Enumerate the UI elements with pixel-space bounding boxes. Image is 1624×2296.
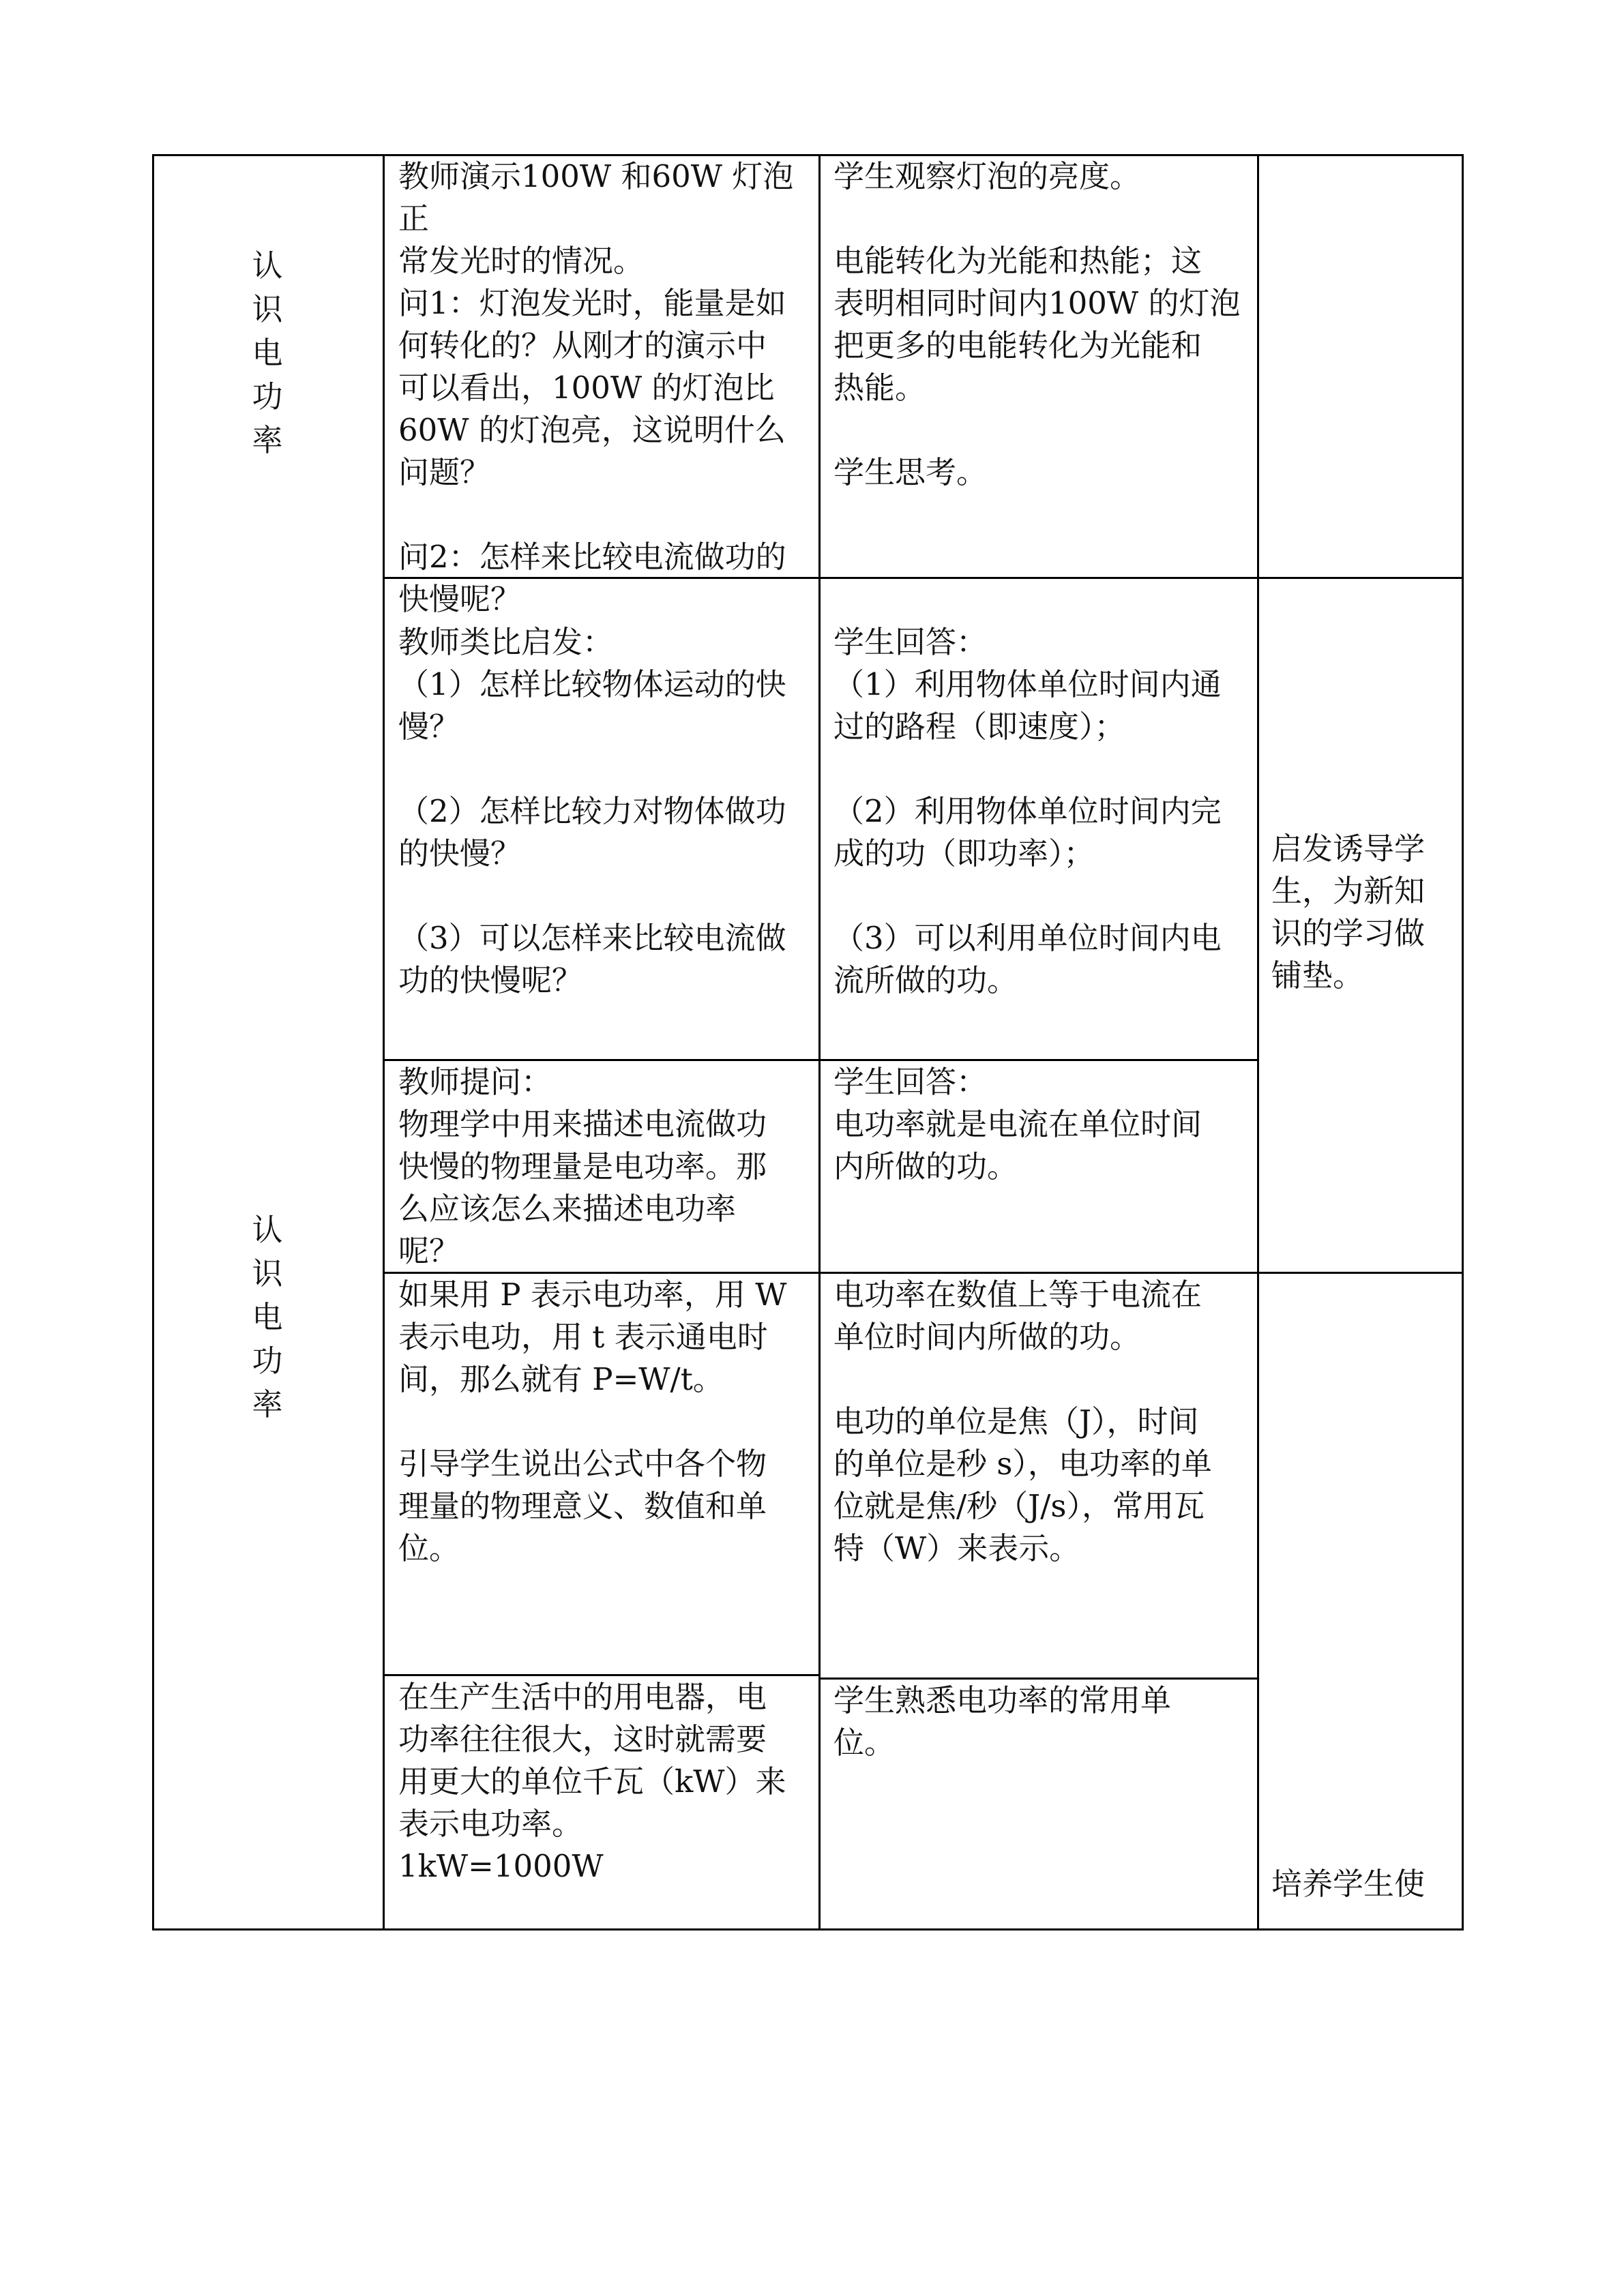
teacher-activity-cell-5: 在生产生活中的用电器，电 功率往往很大，这时就需要 用更大的单位千瓦（kW）来 表示电功率。 1kW=1000W bbox=[398, 1679, 786, 1884]
design-note-1: 启发诱导学 生，为新知 识的学习做 铺垫。 bbox=[1271, 831, 1426, 994]
column-divider-1 bbox=[383, 154, 385, 1930]
student-activity-cell-1: 学生观察灯泡的亮度。 电能转化为光能和热能；这 表明相同时间内100W 的灯泡 把更多的电能转化为光能和 热能。 学生思考。 bbox=[833, 158, 1241, 490]
column-divider-2 bbox=[818, 154, 821, 1930]
teacher-activity-cell-3: 教师提问： 物理学中用来描述电流做功 快慢的物理量是电功率。那 么应该怎么来描述电功率 呢？ bbox=[398, 1064, 767, 1269]
table-border-right bbox=[1462, 154, 1464, 1930]
student-activity-cell-3: 学生回答： 电功率就是电流在单位时间 内所做的功。 bbox=[833, 1064, 1202, 1184]
section-label-middle: 认 识 电 功 率 bbox=[252, 1212, 283, 1422]
column-divider-3 bbox=[1257, 154, 1259, 1930]
student-activity-cell-5: 学生熟悉电功率的常用单 位。 bbox=[833, 1682, 1172, 1761]
student-activity-cell-2: 学生回答： （1）利用物体单位时间内通 过的路程（即速度）； （2）利用物体单位时间内完 成的功（即功率）； （3）可以利用单位时间内电 流所做的功。 bbox=[833, 624, 1222, 998]
design-note-2: 培养学生使 bbox=[1271, 1866, 1426, 1902]
teacher-activity-cell-4: 如果用 P 表示电功率，用 W 表示电功，用 t 表示通电时 间，那么就有 P=W/t。 引导学生说出公式中各个物 理量的物理意义、数值和单 位。 bbox=[398, 1277, 787, 1566]
table-border-bottom bbox=[152, 1928, 1464, 1930]
teacher-activity-cell-1: 教师演示100W 和60W 灯泡正 常发光时的情况。 问1：灯泡发光时，能量是如 何转化的？从刚才的演示中 可以看出，100W 的灯泡比 60W 的灯泡亮，这说明什么 问题？ 问2：怎样来比较电流做功的 快慢呢？ bbox=[398, 158, 794, 617]
table-border-left bbox=[152, 154, 154, 1930]
teacher-activity-cell-2: 教师类比启发： （1）怎样比较物体运动的快 慢？ （2）怎样比较力对物体做功 的快慢？ （3）可以怎样来比较电流做 功的快慢呢？ bbox=[398, 624, 786, 998]
section-label-top: 认 识 电 功 率 bbox=[252, 248, 283, 458]
student-activity-cell-4: 电功率在数值上等于电流在 单位时间内所做的功。 电功的单位是焦（J），时间 的单位是秒 s），电功率的单 位就是焦/秒（J/s），常用瓦 特（W）来表示。 bbox=[833, 1277, 1212, 1566]
